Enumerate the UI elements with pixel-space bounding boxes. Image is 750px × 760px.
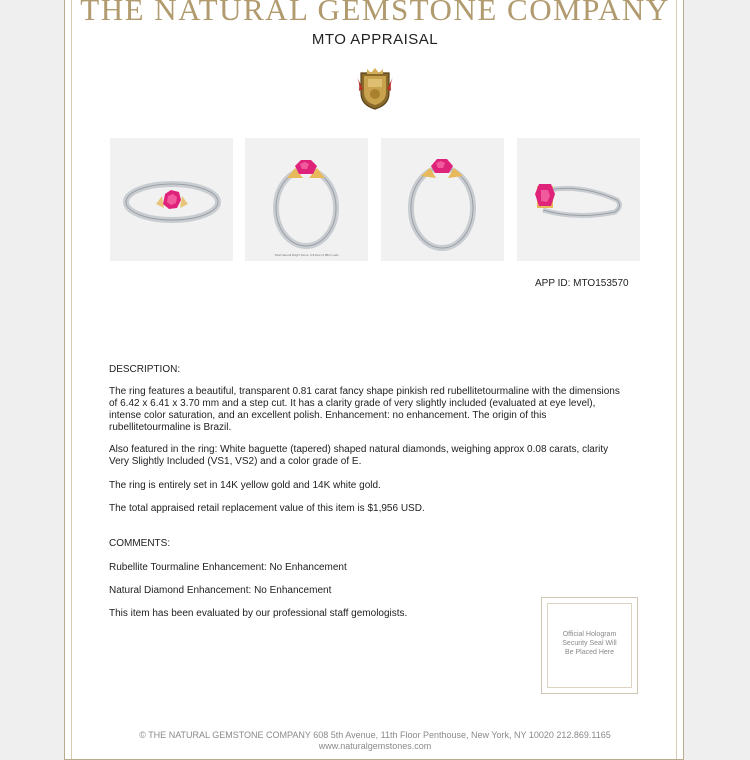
ring-photo-3[interactable]	[381, 138, 504, 261]
ring-side-view-icon	[517, 138, 640, 261]
photo-caption: Total Natural Bright Stone: 0.81ctw (0.88ct) suds	[274, 253, 339, 257]
footer-address: © THE NATURAL GEMSTONE COMPANY 608 5th Avenue, 11th Floor Penthouse, New York, NY 10020 212.869.1165	[139, 730, 611, 740]
description-paragraph-3: The ring is entirely set in 14K yellow gold and 14K white gold.	[109, 480, 381, 491]
seal-text	[542, 630, 637, 657]
description-paragraph-4: The total appraised retail replacement value of this item is $1,956 USD.	[109, 503, 425, 514]
ring-front-view-icon	[245, 138, 368, 261]
comment-line-2: Natural Diamond Enhancement: No Enhancement	[109, 585, 332, 596]
comment-line-3: This item has been evaluated by our professional staff gemologists.	[109, 608, 408, 619]
comment-line-1: Rubellite Tourmaline Enhancement: No Enhancement	[109, 562, 347, 573]
company-name: THE NATURAL GEMSTONE COMPANY	[80, 0, 670, 27]
ring-top-view-icon	[110, 138, 233, 261]
description-paragraph-2: Also featured in the ring: White baguette (tapered) shaped natural diamonds, weighing approx 0.08 carats, clarity Very Slightly Included (VS1, VS2) and a color grade of E.	[109, 444, 609, 467]
hologram-seal-placeholder	[541, 597, 638, 694]
ring-photo-2[interactable]	[245, 138, 368, 261]
company-crest-icon	[355, 67, 395, 111]
document-title: MTO APPRAISAL	[311, 31, 439, 48]
comments-label: COMMENTS:	[109, 538, 171, 549]
app-id: APP ID: MTO153570	[535, 278, 629, 289]
footer-website[interactable]: www.naturalgemstones.com	[318, 741, 432, 751]
seal-line-3: Be Placed Here	[564, 649, 615, 656]
seal-line-2: Security Seal Will	[562, 640, 617, 647]
description-label: DESCRIPTION:	[109, 364, 181, 375]
ring-front-view-2-icon	[381, 138, 504, 261]
description-paragraph-1: The ring features a beautiful, transparent 0.81 carat fancy shape pinkish red rubellitetourmaline with the dimensions of 6.42 x 6.41 x 3.70 mm and a step cut. It has a clarity grade of very slightly included (evaluated at eye level), intense color saturation, and an excellent polish. Enhancement: no enhancement. The origin of this rubellitetourmaline is Brazil.	[109, 386, 620, 433]
ring-photo-1[interactable]	[110, 138, 233, 261]
ring-photo-4[interactable]	[517, 138, 640, 261]
seal-line-1: Official Hologram	[562, 631, 617, 638]
